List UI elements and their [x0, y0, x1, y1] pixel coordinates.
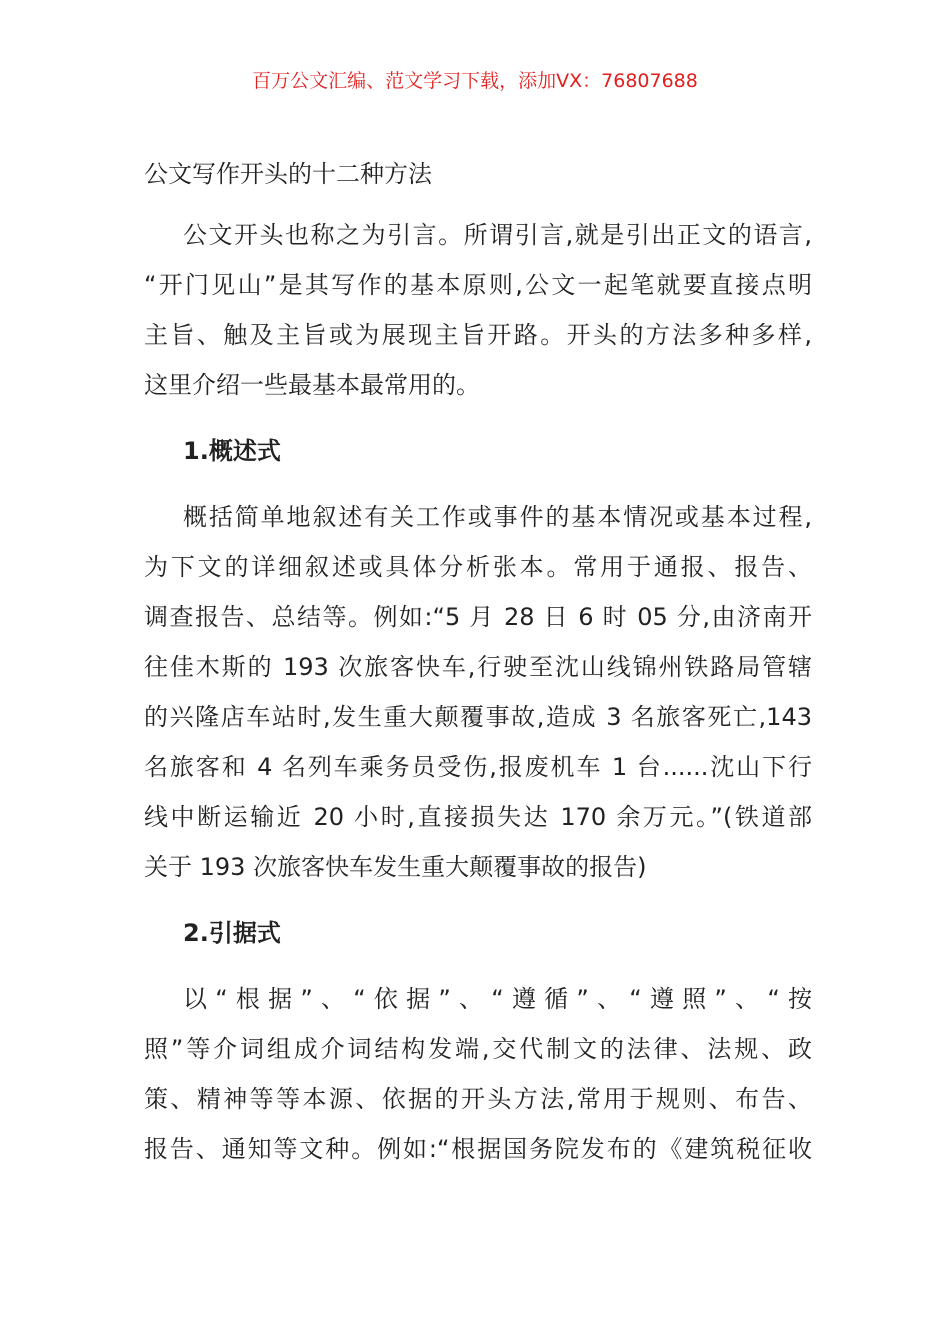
paragraph-line: 公文开头也称之为引言。所谓引言,就是引出正文的语言, — [183, 221, 812, 249]
paragraph-line: 概括简单地叙述有关工作或事件的基本情况或基本过程, — [183, 503, 812, 531]
paragraph-line: 主旨、触及主旨或为展现主旨开路。开头的方法多种多样, — [144, 321, 812, 349]
paragraph-line: 调查报告、总结等。例如:“5 月 28 日 6 时 05 分,由济南开 — [144, 603, 812, 631]
paragraph-line: 线中断运输近 20 小时,直接损失达 170 余万元。”(铁道部 — [144, 803, 812, 831]
paragraph-line: 策、精神等等本源、依据的开头方法,常用于规则、布告、 — [144, 1085, 812, 1113]
paragraph-line: 往佳木斯的 193 次旅客快车,行驶至沈山线锦州铁路局管辖 — [144, 653, 812, 681]
section-heading-citation: 2.引据式 — [183, 919, 281, 947]
paragraph-line: 以“根据”、“依据”、“遵循”、“遵照”、“按 — [183, 985, 812, 1013]
paragraph-line: 关于 193 次旅客快车发生重大颠覆事故的报告) — [144, 853, 647, 881]
paragraph-line: 报告、通知等文种。例如:“根据国务院发布的《建筑税征收 — [144, 1135, 812, 1163]
paragraph-line: 的兴隆店车站时,发生重大颠覆事故,造成 3 名旅客死亡,143 — [144, 703, 812, 731]
section-heading-overview: 1.概述式 — [183, 437, 281, 465]
paragraph-line: 名旅客和 4 名列车乘务员受伤,报废机车 1 台......沈山下行 — [144, 753, 812, 781]
section-paragraph-overview — [144, 492, 812, 892]
paragraph-line: 这里介绍一些最基本最常用的。 — [144, 371, 480, 399]
document-body — [144, 152, 812, 1174]
document-title: 公文写作开头的十二种方法 — [144, 160, 432, 188]
section-paragraph-citation — [144, 974, 812, 1174]
header-note: 百万公文汇编、范文学习下载，添加VX：76807688 — [252, 70, 698, 92]
paragraph-line: 照”等介词组成介词结构发端,交代制文的法律、法规、政 — [144, 1035, 812, 1063]
paragraph-line: 为下文的详细叙述或具体分析张本。常用于通报、报告、 — [144, 553, 812, 581]
paragraph-line: “开门见山”是其写作的基本原则,公文一起笔就要直接点明 — [144, 271, 812, 299]
intro-paragraph — [144, 210, 812, 410]
